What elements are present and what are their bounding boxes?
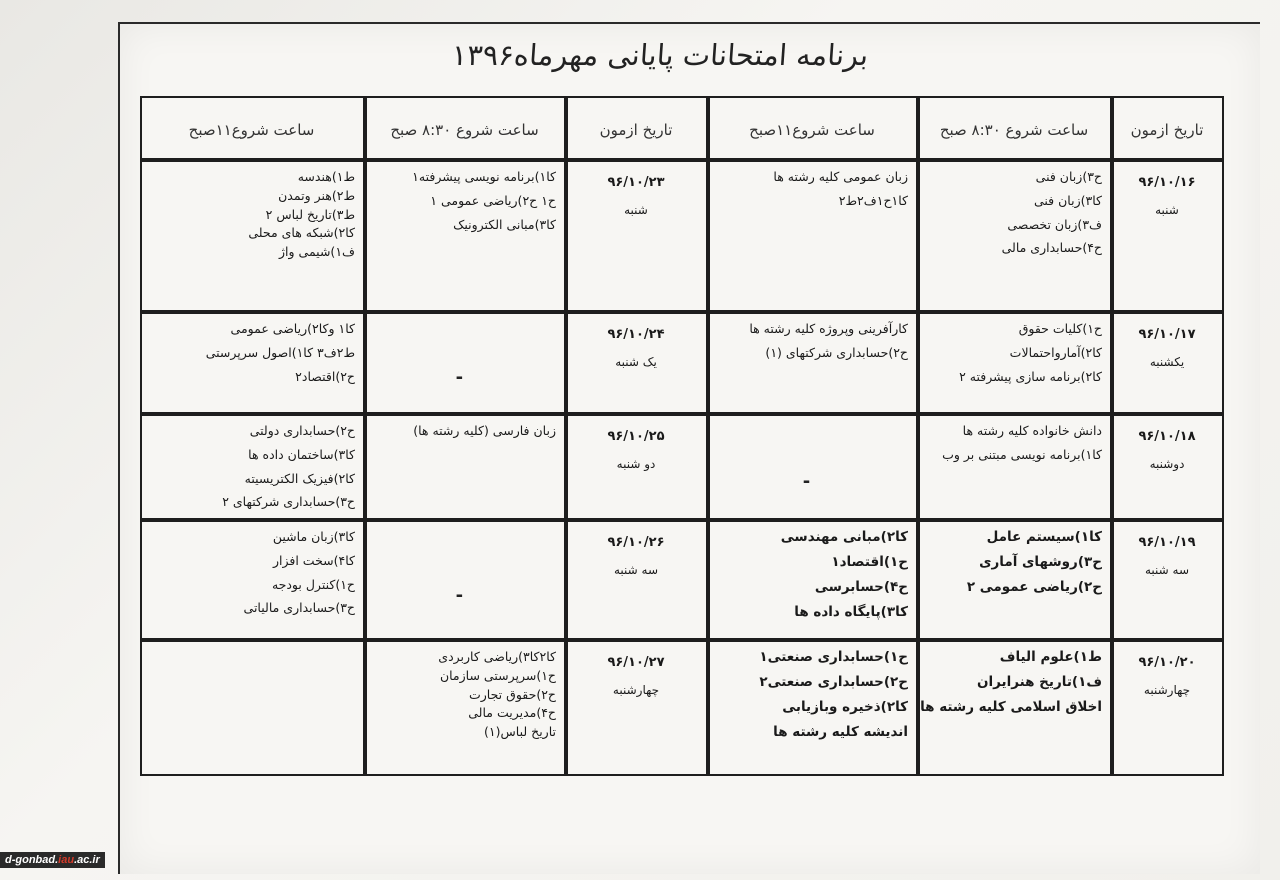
course-entry: اندیشه کلیه رشته ها [773,723,908,740]
course-entry: ط۱)هندسه [297,169,355,184]
course-entry: ح۳)حسابداری شرکتهای ۲ [222,494,355,510]
exam-weekday: سه شنبه [1144,563,1190,578]
exam-weekday: یک شنبه [615,355,657,370]
course-entry: دانش خانواده کلیه رشته ها [962,423,1102,438]
course-entry: ح۳)روشهای آماری [979,553,1102,570]
page-title: برنامه امتحانات پایانی مهرماه۱۳۹۶ [450,38,870,72]
watermark-brand: iau [58,854,75,866]
exam-date: ۹۶/۱۰/۲۷ [607,655,665,670]
course-entry: کا۲کا۳)ریاضی کاربردی [438,649,556,664]
course-entry: کا۲)آمارواحتمالات [1009,344,1102,360]
session1-left [365,312,566,414]
course-entry: ح۱)کلیات حقوق [1018,321,1102,336]
exam-weekday: شنبه [1155,203,1179,218]
course-entry: ح۲)ریاضی عمومی ۲ [966,578,1102,595]
date-cell-left [566,520,708,640]
exam-date: ۹۶/۱۰/۲۰ [1138,655,1196,670]
exam-weekday: یکشنبه [1149,355,1185,370]
course-entry: - [455,366,464,388]
course-entry: ط۲ف۳ کا۱)اصول سرپرستی [205,344,355,360]
course-entry: ف۱)شیمی واژ [279,244,355,259]
header-time1-left: ساعت شروع ۸:۳۰ صبح [365,96,566,160]
header-date-right: تاریخ ازمون [1112,96,1224,160]
session2-left [140,414,365,520]
course-entry: ح۱)اقتصاد۱ [831,553,908,570]
session2-right [708,160,918,312]
course-entry: کا۲)شبکه های محلی [248,225,355,241]
course-entry: کا۲)ذخیره وبازیابی [782,698,908,715]
session2-right [708,520,918,640]
session1-right [918,414,1112,520]
course-entry: ط۱)علوم الیاف [999,649,1102,665]
course-entry: ف۱)تاریخ هنرایران [976,673,1102,690]
course-entry: ح۴)مدیریت مالی [468,705,556,721]
exam-date: ۹۶/۱۰/۱۸ [1138,429,1196,444]
header-time1-right: ساعت شروع ۸:۳۰ صبح [918,96,1112,160]
session1-right [918,312,1112,414]
session2-right [708,640,918,776]
course-entry: ح۲)حسابداری صنعتی۲ [759,673,908,690]
date-cell-right [1112,160,1224,312]
exam-date: ۹۶/۱۰/۱۷ [1138,327,1196,342]
date-cell-left [566,312,708,414]
course-entry: ح۳)زبان فنی [1035,169,1102,184]
exam-weekday: دو شنبه [616,457,656,472]
header-time2-left: ساعت شروع۱۱صبح [140,96,365,160]
course-entry: - [455,584,464,606]
course-entry: ح۲)حسابداری شرکتهای (۱) [765,344,908,360]
course-entry: ط۲)هنر وتمدن [278,187,355,203]
course-entry: کا۲)مبانی مهندسی [780,529,908,545]
course-entry: ح۲)اقتصاد۲ [295,368,355,384]
course-entry: کا۳)مبانی الکترونیک [453,216,556,232]
course-entry: کا۲)برنامه سازی پیشرفته ۲ [959,368,1102,384]
date-cell-left [566,160,708,312]
course-entry: کا۳)زبان فنی [1033,192,1102,208]
session2-right [708,414,918,520]
watermark-prefix: d-gonbad. [5,854,59,866]
session1-left [365,640,566,776]
course-entry: ح۳)حسابداری مالیاتی [243,600,355,616]
course-entry: ح۲)حقوق تجارت [468,686,556,702]
exam-date: ۹۶/۱۰/۲۶ [607,535,665,550]
date-cell-right [1112,414,1224,520]
course-entry: زبان عمومی کلیه رشته ها [773,169,908,184]
course-entry: ح۱)حسابداری صنعتی۱ [759,649,908,665]
course-entry: - [802,471,811,493]
site-watermark [0,852,105,868]
course-entry: کا۱)برنامه نویسی مبتنی بر وب [942,446,1102,462]
exam-weekday: دوشنبه [1149,457,1185,472]
session2-left [140,160,365,312]
exam-weekday: شنبه [624,203,648,218]
session1-right [918,160,1112,312]
exam-date: ۹۶/۱۰/۲۴ [607,327,665,342]
exam-date: ۹۶/۱۰/۲۵ [607,429,665,444]
date-cell-right [1112,312,1224,414]
date-cell-left [566,414,708,520]
course-entry: ح۴)حسابداری مالی [1001,240,1102,256]
course-entry: زبان فارسی (کلیه رشته ها) [413,423,556,438]
course-entry: کا۳)ساختمان داده ها [248,446,355,462]
course-entry: ح۱ ح۲)ریاضی عمومی ۱ [430,192,556,208]
course-entry: کا۱)سیستم عامل [986,529,1102,545]
exam-weekday: چهارشنبه [1143,683,1191,698]
date-cell-right [1112,520,1224,640]
session1-left [365,414,566,520]
course-entry: ح۱)کنترل بودجه [271,576,355,592]
exam-weekday: سه شنبه [613,563,659,578]
exam-date: ۹۶/۱۰/۱۶ [1138,175,1196,190]
course-entry: ح۲)حسابداری دولتی [249,423,355,438]
course-entry: کا۱ وکا۲)ریاضی عمومی [230,321,355,336]
course-entry: کا۲)فیزیک الکتریسیته [244,470,355,486]
course-entry: ط۳)تاریخ لباس ۲ [265,206,355,222]
header-date-left: تاریخ ازمون [566,96,708,160]
exam-weekday: چهارشنبه [612,683,660,698]
session1-left [365,160,566,312]
exam-date: ۹۶/۱۰/۱۹ [1138,535,1196,550]
course-entry: ح۴)حسابرسی [814,578,908,595]
session1-right [918,520,1112,640]
course-entry: کا۳)پایگاه داده ها [794,603,908,620]
course-entry: تاریخ لباس(۱) [484,724,556,739]
course-entry: کا۱)برنامه نویسی پیشرفته۱ [412,169,556,184]
session2-left [140,312,365,414]
course-entry: کا۴)سخت افزار [272,552,355,568]
session1-right [918,640,1112,776]
course-entry: اخلاق اسلامی کلیه رشته ها [920,698,1102,715]
exam-date: ۹۶/۱۰/۲۳ [607,175,665,190]
course-entry: ف۳)زبان تخصصی [1007,216,1102,232]
session2-left [140,640,365,776]
course-entry: ح۱)سرپرستی سازمان [439,667,556,683]
date-cell-right [1112,640,1224,776]
course-entry: کا۱ح۱ف۲ط۲ [838,192,908,208]
course-entry: کارآفرینی وپروژه کلیه رشته ها [749,321,908,336]
session2-right [708,312,918,414]
session2-left [140,520,365,640]
header-time2-right: ساعت شروع۱۱صبح [708,96,918,160]
course-entry: کا۳)زبان ماشین [272,529,355,544]
session1-left [365,520,566,640]
date-cell-left [566,640,708,776]
watermark-suffix: .ac.ir [74,854,100,866]
